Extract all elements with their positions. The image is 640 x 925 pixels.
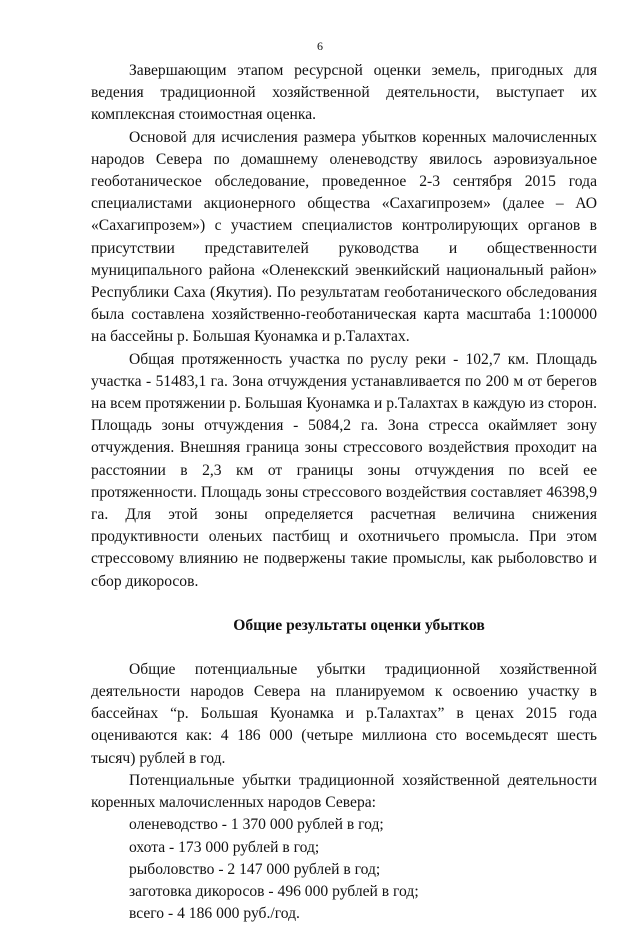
list-item-hunting: охота - 173 000 рублей в год; <box>129 838 320 856</box>
losses-list <box>91 814 597 925</box>
paragraph-total-losses: Общие потенциальные убытки традиционной хозяйственной деятельности народов Севера на планируемом к освоению участку в бассейнах “р. Большая Куонамка и р.Талахтах” в ценах 2015 года оцениваются как: 4 186 000 (четыре миллиона сто восемьдесят шесть тысяч) рублей в год. <box>91 660 597 767</box>
spacer <box>91 637 597 659</box>
paragraph-survey: Основой для исчисления размера убытков коренных малочисленных народов Севера по домашнему оленеводству явилось аэровизуальное геоботаническое обследование, проведенное 2-3 сентября 2015 года специалистами акционерного общества «Сахагипрозем» (далее – АО «Сахагипрозем») с участием специалистов контролирующих органов в присутствии представителей руководства и общественности муниципального района «Оленекский эвенкийский национальный район» Республики Саха (Якутия). По результатам геоботанического обследования была составлена хозяйственно-геоботаническая карта масштаба 1:100000 на бассейны р. Большая Куонамка и р.Талахтах. <box>91 128 597 346</box>
list-item-gathering: заготовка дикоросов - 496 000 рублей в год; <box>129 882 419 900</box>
paragraph-losses-intro: Потенциальные убытки традиционной хозяйственной деятельности коренных малочисленных народов Севера: <box>91 771 597 812</box>
list-item-fishing: рыболовство - 2 147 000 рублей в год; <box>129 860 381 878</box>
list-item-total: всего - 4 186 000 руб./год. <box>129 905 300 923</box>
section-heading: Общие результаты оценки убытков <box>233 616 485 634</box>
spacer <box>91 593 597 615</box>
list-item-reindeer: оленеводство - 1 370 000 рублей в год; <box>129 816 384 834</box>
document-body <box>91 60 597 925</box>
paragraph-area: Общая протяженность участка по руслу реки - 102,7 км. Площадь участка - 51483,1 га. Зона отчуждения устанавливается по 200 м от берегов на всем протяжении р. Большая Куонамка и р.Талахтах в каждую из сторон. Площадь зоны отчуждения - 5084,2 га. Зона стресса окаймляет зону отчуждения. Внешняя граница зоны стрессового воздействия проходит на расстоянии в 2,3 км от границы зоны отчуждения по всей ее протяженности. Площадь зоны стрессового воздействия составляет 46398,9 га. Для этой зоны определяется расчетная величина снижения продуктивности оленьих пастбищ и охотничьего промысла. При этом стрессовому влиянию не подвержены такие промыслы, как рыболовство и сбор дикоросов. <box>91 350 597 590</box>
page-number: 6 <box>317 39 323 53</box>
paragraph-intro: Завершающим этапом ресурсной оценки земель, пригодных для ведения традиционной хозяйственной деятельности, выступает их комплексная стоимостная оценка. <box>91 62 597 124</box>
